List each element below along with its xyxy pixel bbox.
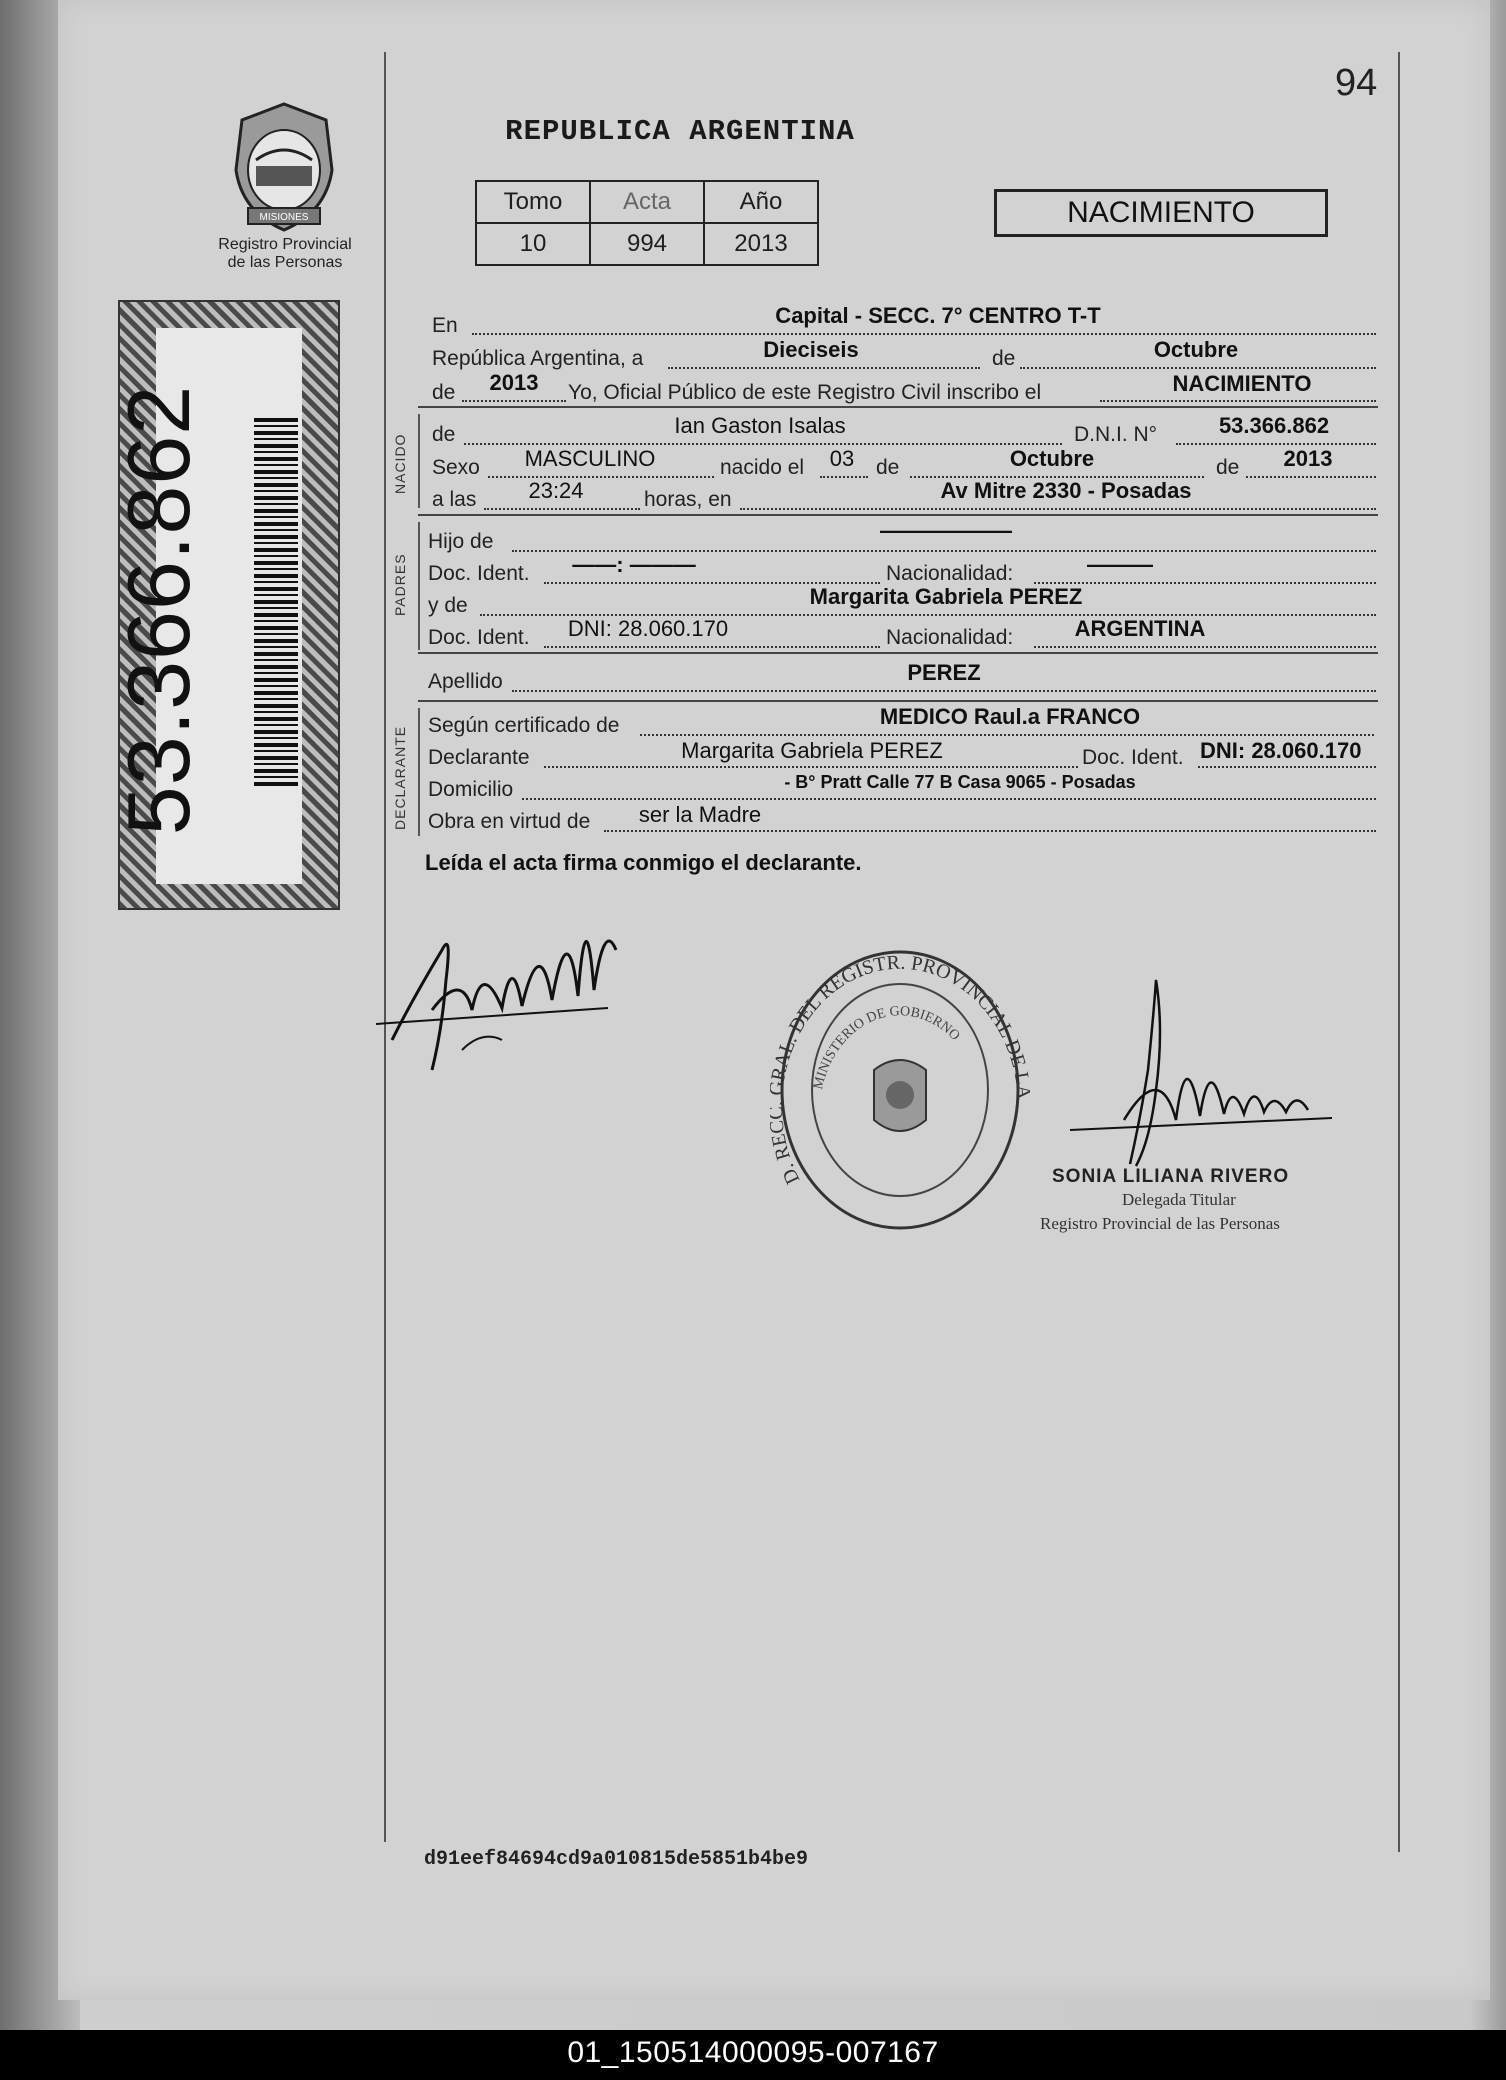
page-number: 94 xyxy=(1335,62,1378,104)
de2-label: de xyxy=(432,381,456,404)
barcode xyxy=(254,418,298,786)
birth-time: 23:24 xyxy=(528,478,584,503)
nacido-divider xyxy=(418,514,1378,516)
closing-statement: Leída el acta firma conmigo el declarante. xyxy=(425,850,862,875)
registry-label xyxy=(210,236,360,272)
apellido-line xyxy=(512,687,1376,692)
record-meta-table xyxy=(475,180,819,266)
en-line xyxy=(472,330,1376,335)
side-dni-number: 53.366.862 xyxy=(109,384,208,836)
acta-header: Acta xyxy=(590,181,704,223)
madre-nac-label: Nacionalidad: xyxy=(886,626,1014,649)
signer-role: Delegada Titular xyxy=(1122,1190,1236,1209)
time-line xyxy=(484,505,640,510)
alas-label: a las xyxy=(432,488,477,511)
registry-label-line2: de las Personas xyxy=(227,254,343,271)
horas-label: horas, en xyxy=(644,488,732,511)
madre-name: Margarita Gabriela PEREZ xyxy=(809,584,1083,609)
birth-day: 03 xyxy=(829,446,855,471)
domicilio-value: - B° Pratt Calle 77 B Casa 9065 - Posadas xyxy=(784,772,1136,792)
padre-nac-line xyxy=(1034,579,1376,584)
right-margin-rule xyxy=(1398,52,1400,1852)
stamp-inner-text: MINISTERIO DE GOBIERNO xyxy=(811,1004,963,1091)
document-hash: d91eef84694cd9a010815de5851b4be9 xyxy=(424,1848,809,1871)
decl-doc-value: DNI: 28.060.170 xyxy=(1200,738,1362,763)
padre-nac: ——— xyxy=(1087,552,1153,577)
dni-line xyxy=(1176,440,1376,445)
month-value: Octubre xyxy=(1153,337,1239,362)
intro-divider xyxy=(418,406,1378,408)
month-line xyxy=(1020,364,1376,369)
padre-doc-label: Doc. Ident. xyxy=(428,562,530,585)
name-line xyxy=(464,440,1062,445)
nacido-de-label: de xyxy=(432,423,456,446)
birth-de-label: de xyxy=(876,456,900,479)
madre-doc: DNI: 28.060.170 xyxy=(567,616,729,641)
crest-lettering: MISIONES xyxy=(259,212,309,223)
official-stamp xyxy=(770,920,1030,1240)
padres-section-label: PADRES xyxy=(392,553,408,616)
oficial-text: Yo, Oficial Público de este Registro Civil inscribo el xyxy=(568,381,1042,404)
cert-value: MEDICO Raul.a FRANCO xyxy=(879,704,1141,729)
birth-month: Octubre xyxy=(1009,446,1095,471)
tomo-value: 10 xyxy=(476,223,590,265)
padre-doc: ——: ——— xyxy=(572,552,696,577)
signer-name: SONIA LILIANA RIVERO xyxy=(1052,1166,1290,1187)
child-name: Ian Gaston Isalas xyxy=(674,413,846,438)
inscribo-line xyxy=(1100,397,1376,402)
birth-place: Av Mitre 2330 - Posadas xyxy=(940,478,1192,503)
padre-name: —————— xyxy=(880,518,1012,543)
yde-label: y de xyxy=(428,594,468,617)
padre-nac-label: Nacionalidad: xyxy=(886,562,1014,585)
inscribo-value: NACIMIENTO xyxy=(1172,371,1312,396)
sexo-line xyxy=(488,473,714,478)
republica-label: República Argentina, a xyxy=(432,347,644,370)
en-label: En xyxy=(432,314,458,337)
birth-day-line xyxy=(820,473,868,478)
decl-doc-line xyxy=(1198,763,1376,768)
anio-value: 2013 xyxy=(704,223,818,265)
registry-label-line1: Registro Provincial xyxy=(218,236,352,253)
birth-year: 2013 xyxy=(1283,446,1333,471)
declarante-value: Margarita Gabriela PEREZ xyxy=(681,738,943,763)
decl-doc-label: Doc. Ident. xyxy=(1082,746,1184,769)
anio-header: Año xyxy=(704,181,818,223)
cert-label: Según certificado de xyxy=(428,714,620,737)
dni-label: D.N.I. N° xyxy=(1074,423,1158,446)
madre-doc-label: Doc. Ident. xyxy=(428,626,530,649)
padres-bracket xyxy=(418,522,420,650)
officer-signature xyxy=(1060,970,1340,1170)
declarante-section-label: DECLARANTE xyxy=(392,725,408,830)
nacido-el-label: nacido el xyxy=(720,456,805,479)
obra-label: Obra en virtud de xyxy=(428,810,591,833)
year-line xyxy=(462,397,566,402)
madre-doc-line xyxy=(544,643,880,648)
cert-line xyxy=(640,731,1374,736)
de-label: de xyxy=(992,347,1016,370)
domicilio-line xyxy=(522,795,1376,800)
sexo-label: Sexo xyxy=(432,456,480,479)
signer-organization: Registro Provincial de las Personas xyxy=(1040,1214,1280,1233)
birth-de-label2: de xyxy=(1216,456,1240,479)
day-line xyxy=(668,364,980,369)
page-title: REPUBLICA ARGENTINA xyxy=(505,115,855,148)
madre-nac-line xyxy=(1034,643,1376,648)
declarant-signature xyxy=(372,890,632,1080)
birth-year-line xyxy=(1246,473,1376,478)
child-dni: 53.366.862 xyxy=(1218,413,1330,438)
record-type-box: NACIMIENTO xyxy=(994,189,1328,237)
stamp-outer-text: D. R AL. DEL REGISTR. PROVINCIAL DE xyxy=(770,951,1030,1188)
apellido-value: PEREZ xyxy=(907,660,981,685)
madre-nac: ARGENTINA xyxy=(1074,616,1206,641)
acta-value: 994 xyxy=(590,223,704,265)
provincial-crest-seal xyxy=(226,100,342,236)
padres-divider xyxy=(418,652,1378,654)
nacido-section-label: NACIDO xyxy=(392,433,408,494)
apellido-divider xyxy=(418,700,1378,702)
day-word: Dieciseis xyxy=(763,337,859,362)
sexo-value: MASCULINO xyxy=(524,446,656,471)
obra-value: ser la Madre xyxy=(638,802,762,827)
domicilio-label: Domicilio xyxy=(428,778,514,801)
declarante-bracket xyxy=(418,708,420,836)
hijo-label: Hijo de xyxy=(428,530,494,553)
tomo-header: Tomo xyxy=(476,181,590,223)
file-caption: 01_150514000095-007167 xyxy=(567,2036,939,2069)
nacido-bracket xyxy=(418,414,420,508)
en-value: Capital - SECC. 7° CENTRO T-T xyxy=(775,303,1101,328)
apellido-label: Apellido xyxy=(428,670,503,693)
place-line xyxy=(740,505,1376,510)
declarante-label: Declarante xyxy=(428,746,530,769)
year-value: 2013 xyxy=(489,370,539,395)
